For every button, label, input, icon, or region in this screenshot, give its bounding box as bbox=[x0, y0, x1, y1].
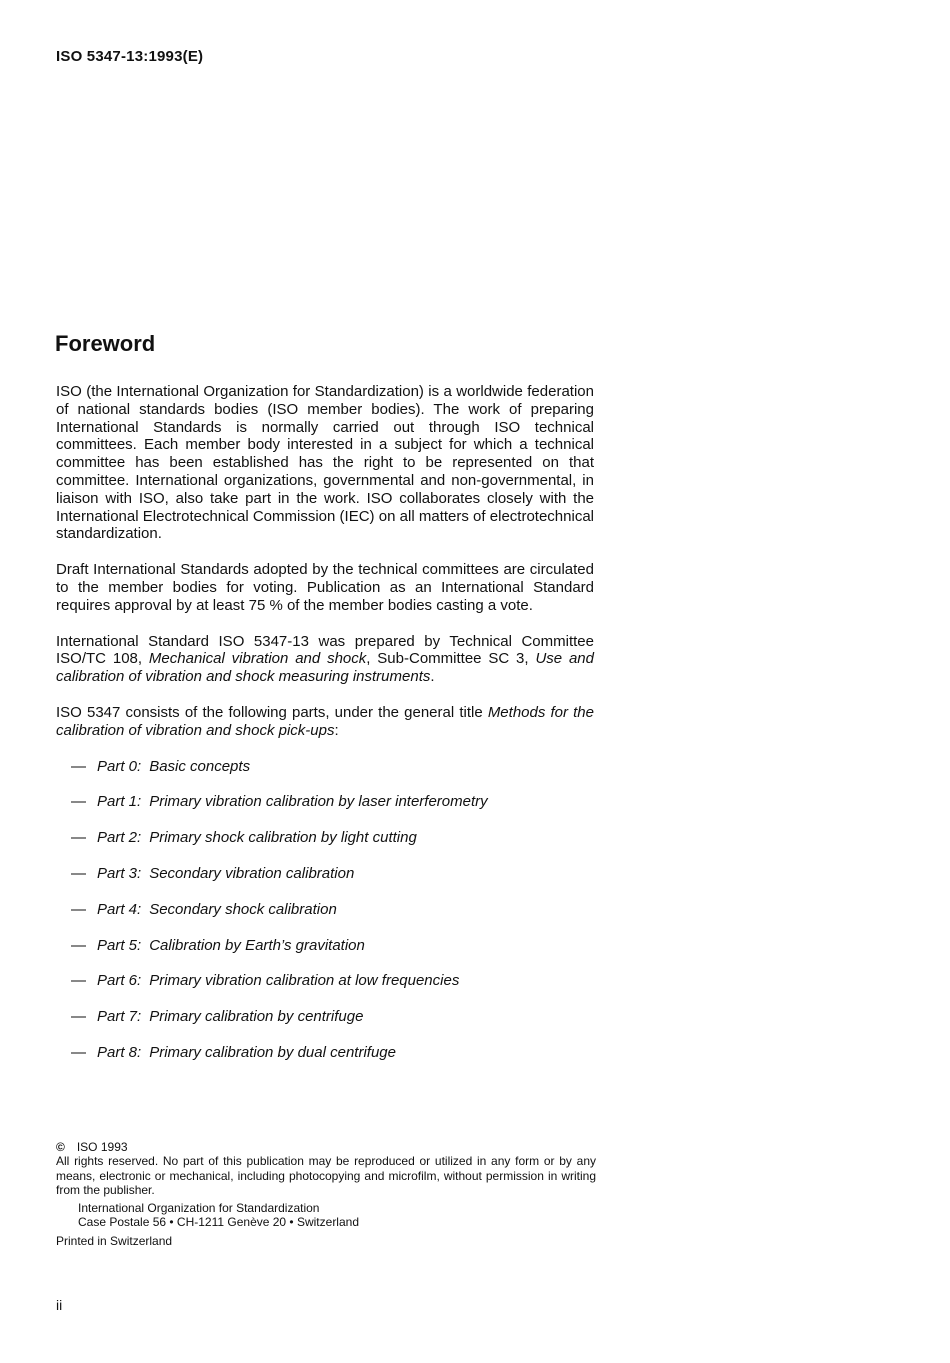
dash-bullet: — bbox=[71, 900, 86, 918]
preparation-text-c: , Sub-Committee SC 3, bbox=[366, 650, 536, 668]
copyright-icon: © bbox=[56, 1140, 65, 1154]
dash-bullet: — bbox=[71, 972, 86, 990]
publisher-name: International Organization for Standardization bbox=[78, 1201, 320, 1216]
postal-address: Case Postale 56 • CH-1211 Genève 20 • Switzerland bbox=[78, 1215, 359, 1230]
copyright-notice bbox=[56, 1140, 596, 1248]
publisher-address bbox=[56, 1201, 596, 1230]
paragraph-parts-intro bbox=[56, 704, 594, 740]
part-label: Part 1: bbox=[97, 793, 142, 811]
part-title: Primary vibration calibration by laser interferometry bbox=[149, 793, 488, 811]
parts-list bbox=[56, 758, 594, 1080]
list-item bbox=[56, 1008, 594, 1044]
dash-bullet: — bbox=[71, 936, 86, 954]
part-label: Part 7: bbox=[97, 1008, 142, 1026]
section-title: Foreword bbox=[55, 331, 156, 356]
page-number: ii bbox=[56, 1297, 63, 1313]
parts-intro-text-c: : bbox=[334, 721, 339, 739]
part-title: Primary calibration by dual centrifuge bbox=[149, 1043, 396, 1061]
foreword-body bbox=[56, 383, 594, 1080]
copyright-year: ISO 1993 bbox=[76, 1140, 128, 1154]
subcommittee-title: Use and calibration of vibration and shock measuring instruments bbox=[56, 650, 594, 686]
copyright-line bbox=[56, 1140, 596, 1154]
list-item bbox=[56, 937, 594, 973]
part-title: Secondary shock calibration bbox=[149, 900, 337, 918]
document-id: ISO 5347-13:1993(E) bbox=[56, 48, 204, 65]
preparation-text-e: . bbox=[430, 668, 435, 686]
part-label: Part 0: bbox=[97, 757, 142, 775]
parts-intro-text-a: ISO 5347 consists of the following parts, under the general title bbox=[56, 703, 488, 721]
printed-in: Printed in Switzerland bbox=[56, 1233, 173, 1248]
part-title: Basic concepts bbox=[149, 757, 251, 775]
list-item bbox=[56, 901, 594, 937]
list-item bbox=[56, 1044, 594, 1080]
part-label: Part 2: bbox=[97, 829, 142, 847]
dash-bullet: — bbox=[71, 1043, 86, 1061]
dash-bullet: — bbox=[71, 757, 86, 775]
part-label: Part 3: bbox=[97, 864, 142, 882]
dash-bullet: — bbox=[71, 1008, 86, 1026]
part-title: Primary vibration calibration at low frequencies bbox=[149, 972, 460, 990]
part-label: Part 6: bbox=[97, 972, 142, 990]
part-title: Primary shock calibration by light cutting bbox=[149, 829, 417, 847]
paragraph-draft-standards: Draft International Standards adopted by the technical committees are circulated to the member bodies for voting. Publication as an International Standard requires approval by at least 75 % of the member bodies casting a vote. bbox=[56, 561, 594, 614]
committee-title: Mechanical vibration and shock bbox=[148, 650, 367, 668]
part-title: Primary calibration by centrifuge bbox=[149, 1008, 364, 1026]
document-header bbox=[56, 48, 203, 65]
general-title: Methods for the calibration of vibration and shock pick-ups bbox=[56, 703, 594, 739]
dash-bullet: — bbox=[71, 864, 86, 882]
list-item bbox=[56, 865, 594, 901]
rights-statement: All rights reserved. No part of this publication may be reproduced or utilized in any form or by any means, electronic or mechanical, including photocopying and microfilm, without permission in writing from the publisher. bbox=[56, 1154, 596, 1197]
list-item bbox=[56, 829, 594, 865]
part-label: Part 4: bbox=[97, 900, 142, 918]
preparation-text-a: International Standard ISO 5347-13 was prepared by Technical Committee ISO/TC 108, bbox=[56, 632, 594, 668]
part-title: Calibration by Earth’s gravitation bbox=[149, 936, 365, 954]
part-label: Part 8: bbox=[97, 1043, 142, 1061]
dash-bullet: — bbox=[71, 793, 86, 811]
part-title: Secondary vibration calibration bbox=[149, 864, 355, 882]
dash-bullet: — bbox=[71, 829, 86, 847]
part-label: Part 5: bbox=[97, 936, 142, 954]
list-item bbox=[56, 758, 594, 794]
paragraph-iso-intro: ISO (the International Organization for Standardization) is a worldwide federation of national standards bodies (ISO member bodies). The work of preparing International Standards is normally carried out through ISO technical committees. Each member body interested in a subject for which a technical committee has been established has the right to be represented on that committee. International organizations, governmental and non-governmental, in liaison with ISO, also take part in the work. ISO collaborates closely with the International Electrotechnical Commission (IEC) on all matters of electrotechnical standardization. bbox=[56, 383, 594, 543]
list-item bbox=[56, 972, 594, 1008]
paragraph-preparation bbox=[56, 633, 594, 686]
list-item bbox=[56, 793, 594, 829]
